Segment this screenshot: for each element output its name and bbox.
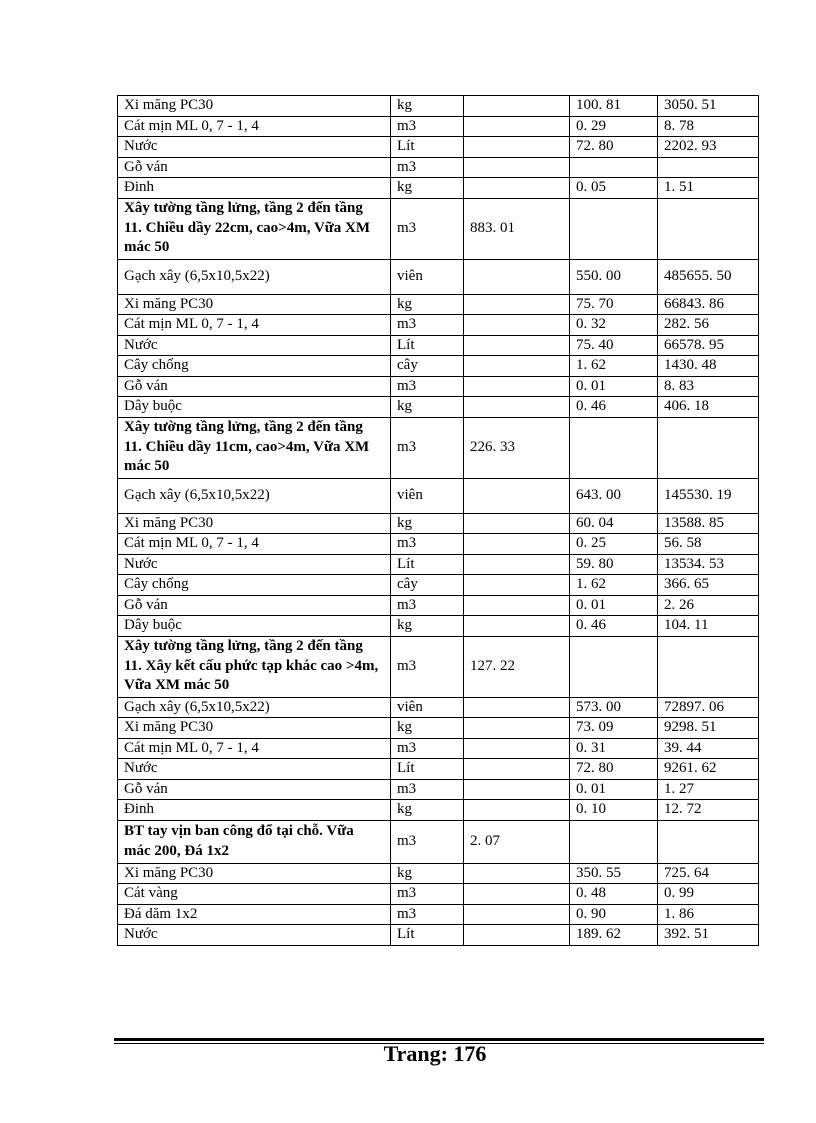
norm-cell: 0. 01 [570, 779, 658, 800]
unit-cell: viên [391, 478, 464, 513]
name-cell: Cát mịn ML 0, 7 - 1, 4 [118, 738, 391, 759]
norm-cell: 643. 00 [570, 478, 658, 513]
norm-cell: 75. 70 [570, 294, 658, 315]
norm-cell: 0. 32 [570, 315, 658, 336]
quantity-cell [464, 884, 570, 905]
quantity-cell [464, 800, 570, 821]
name-cell: Cát mịn ML 0, 7 - 1, 4 [118, 315, 391, 336]
table-row [118, 863, 759, 884]
quantity-cell [464, 96, 570, 117]
table-row [118, 397, 759, 418]
name-cell: Xi măng PC30 [118, 863, 391, 884]
total-cell: 72897. 06 [658, 697, 759, 718]
norm-cell: 100. 81 [570, 96, 658, 117]
name-cell: BT tay vịn ban công đổ tại chỗ. Vữa mác 200, Đá 1x2 [118, 820, 391, 863]
table-row [118, 259, 759, 294]
unit-cell: kg [391, 718, 464, 739]
quantity-cell [464, 595, 570, 616]
name-cell: Xây tường tầng lửng, tầng 2 đến tầng 11. Xây kết cấu phức tạp khác cao >4m, Vữa XM mác 50 [118, 636, 391, 697]
total-cell: 56. 58 [658, 534, 759, 555]
unit-cell: m3 [391, 779, 464, 800]
unit-cell: kg [391, 294, 464, 315]
quantity-cell [464, 738, 570, 759]
name-cell: Nước [118, 137, 391, 158]
total-cell [658, 417, 759, 478]
table-row [118, 636, 759, 697]
norm-cell: 72. 80 [570, 137, 658, 158]
total-cell [658, 198, 759, 259]
table-row [118, 513, 759, 534]
quantity-cell [464, 616, 570, 637]
total-cell [658, 636, 759, 697]
norm-cell [570, 820, 658, 863]
unit-cell: m3 [391, 198, 464, 259]
name-cell: Xây tường tầng lửng, tầng 2 đến tầng 11. Chiều dầy 11cm, cao>4m, Vữa XM mác 50 [118, 417, 391, 478]
total-cell: 13534. 53 [658, 554, 759, 575]
name-cell: Gạch xây (6,5x10,5x22) [118, 478, 391, 513]
unit-cell: viên [391, 697, 464, 718]
total-cell: 3050. 51 [658, 96, 759, 117]
quantity-cell [464, 513, 570, 534]
total-cell: 9298. 51 [658, 718, 759, 739]
table-row [118, 198, 759, 259]
table-row [118, 356, 759, 377]
total-cell: 406. 18 [658, 397, 759, 418]
unit-cell: m3 [391, 417, 464, 478]
quantity-cell: 127. 22 [464, 636, 570, 697]
table-row [118, 697, 759, 718]
table-row [118, 925, 759, 946]
name-cell: Dây buộc [118, 616, 391, 637]
table-row [118, 534, 759, 555]
norm-cell [570, 636, 658, 697]
name-cell: Gỗ ván [118, 779, 391, 800]
table-row [118, 718, 759, 739]
table-row [118, 294, 759, 315]
norm-cell: 0. 01 [570, 376, 658, 397]
materials-table-body [118, 96, 759, 946]
quantity-cell [464, 178, 570, 199]
table-row [118, 779, 759, 800]
quantity-cell [464, 759, 570, 780]
unit-cell: cây [391, 575, 464, 596]
total-cell: 13588. 85 [658, 513, 759, 534]
unit-cell: kg [391, 397, 464, 418]
quantity-cell [464, 554, 570, 575]
unit-cell: m3 [391, 738, 464, 759]
unit-cell: m3 [391, 315, 464, 336]
name-cell: Gạch xây (6,5x10,5x22) [118, 259, 391, 294]
quantity-cell [464, 904, 570, 925]
name-cell: Cát mịn ML 0, 7 - 1, 4 [118, 116, 391, 137]
quantity-cell: 2. 07 [464, 820, 570, 863]
total-cell: 725. 64 [658, 863, 759, 884]
quantity-cell [464, 779, 570, 800]
total-cell: 282. 56 [658, 315, 759, 336]
unit-cell: m3 [391, 376, 464, 397]
total-cell: 1. 27 [658, 779, 759, 800]
total-cell: 2. 26 [658, 595, 759, 616]
norm-cell: 1. 62 [570, 575, 658, 596]
total-cell: 392. 51 [658, 925, 759, 946]
quantity-cell [464, 335, 570, 356]
total-cell: 39. 44 [658, 738, 759, 759]
name-cell: Gỗ ván [118, 376, 391, 397]
quantity-cell [464, 137, 570, 158]
norm-cell: 189. 62 [570, 925, 658, 946]
total-cell: 145530. 19 [658, 478, 759, 513]
total-cell: 1. 86 [658, 904, 759, 925]
materials-table [117, 95, 759, 946]
name-cell: Đinh [118, 178, 391, 199]
norm-cell: 1. 62 [570, 356, 658, 377]
table-row [118, 116, 759, 137]
table-row [118, 616, 759, 637]
total-cell: 104. 11 [658, 616, 759, 637]
quantity-cell [464, 697, 570, 718]
unit-cell: m3 [391, 884, 464, 905]
norm-cell: 0. 31 [570, 738, 658, 759]
name-cell: Nước [118, 759, 391, 780]
table-row [118, 738, 759, 759]
total-cell: 0. 99 [658, 884, 759, 905]
name-cell: Cây chống [118, 356, 391, 377]
norm-cell: 72. 80 [570, 759, 658, 780]
quantity-cell [464, 157, 570, 178]
norm-cell: 0. 29 [570, 116, 658, 137]
unit-cell: kg [391, 616, 464, 637]
name-cell: Cát mịn ML 0, 7 - 1, 4 [118, 534, 391, 555]
quantity-cell: 883. 01 [464, 198, 570, 259]
name-cell: Xi măng PC30 [118, 513, 391, 534]
norm-cell: 0. 46 [570, 397, 658, 418]
unit-cell: kg [391, 96, 464, 117]
unit-cell: cây [391, 356, 464, 377]
page-number: Trang: 176 [383, 1041, 487, 1066]
unit-cell: Lít [391, 137, 464, 158]
table-row [118, 417, 759, 478]
quantity-cell [464, 116, 570, 137]
norm-cell: 550. 00 [570, 259, 658, 294]
table-row [118, 178, 759, 199]
quantity-cell [464, 718, 570, 739]
unit-cell: m3 [391, 595, 464, 616]
name-cell: Nước [118, 335, 391, 356]
name-cell: Dây buộc [118, 397, 391, 418]
norm-cell: 59. 80 [570, 554, 658, 575]
name-cell: Gỗ ván [118, 595, 391, 616]
name-cell: Xi măng PC30 [118, 96, 391, 117]
quantity-cell [464, 315, 570, 336]
table-row [118, 137, 759, 158]
quantity-cell [464, 478, 570, 513]
unit-cell: m3 [391, 157, 464, 178]
table-row [118, 800, 759, 821]
total-cell: 9261. 62 [658, 759, 759, 780]
table-row [118, 157, 759, 178]
name-cell: Nước [118, 925, 391, 946]
name-cell: Xây tường tầng lửng, tầng 2 đến tầng 11. Chiều dầy 22cm, cao>4m, Vữa XM mác 50 [118, 198, 391, 259]
quantity-cell [464, 356, 570, 377]
unit-cell: m3 [391, 820, 464, 863]
quantity-cell [464, 863, 570, 884]
norm-cell: 0. 48 [570, 884, 658, 905]
unit-cell: kg [391, 863, 464, 884]
table-row [118, 759, 759, 780]
total-cell: 2202. 93 [658, 137, 759, 158]
table-row [118, 595, 759, 616]
total-cell: 1. 51 [658, 178, 759, 199]
total-cell: 12. 72 [658, 800, 759, 821]
norm-cell: 0. 10 [570, 800, 658, 821]
quantity-cell [464, 397, 570, 418]
table-row [118, 315, 759, 336]
unit-cell: Lít [391, 759, 464, 780]
total-cell: 8. 83 [658, 376, 759, 397]
norm-cell [570, 417, 658, 478]
unit-cell: m3 [391, 904, 464, 925]
name-cell: Xi măng PC30 [118, 294, 391, 315]
norm-cell: 0. 01 [570, 595, 658, 616]
norm-cell: 60. 04 [570, 513, 658, 534]
total-cell: 66843. 86 [658, 294, 759, 315]
unit-cell: m3 [391, 636, 464, 697]
quantity-cell [464, 925, 570, 946]
unit-cell: Lít [391, 925, 464, 946]
unit-cell: viên [391, 259, 464, 294]
name-cell: Nước [118, 554, 391, 575]
unit-cell: Lít [391, 335, 464, 356]
table-row [118, 904, 759, 925]
total-cell: 1430. 48 [658, 356, 759, 377]
name-cell: Gạch xây (6,5x10,5x22) [118, 697, 391, 718]
unit-cell: Lít [391, 554, 464, 575]
unit-cell: kg [391, 178, 464, 199]
table-row [118, 554, 759, 575]
unit-cell: m3 [391, 116, 464, 137]
table-row [118, 478, 759, 513]
unit-cell: kg [391, 513, 464, 534]
table-row [118, 820, 759, 863]
name-cell: Cây chống [118, 575, 391, 596]
table-row [118, 884, 759, 905]
name-cell: Đinh [118, 800, 391, 821]
norm-cell: 0. 05 [570, 178, 658, 199]
norm-cell: 75. 40 [570, 335, 658, 356]
table-row [118, 335, 759, 356]
norm-cell: 0. 90 [570, 904, 658, 925]
total-cell [658, 157, 759, 178]
total-cell: 66578. 95 [658, 335, 759, 356]
total-cell [658, 820, 759, 863]
quantity-cell: 226. 33 [464, 417, 570, 478]
name-cell: Đá dăm 1x2 [118, 904, 391, 925]
unit-cell: m3 [391, 534, 464, 555]
quantity-cell [464, 575, 570, 596]
table-row [118, 96, 759, 117]
norm-cell [570, 157, 658, 178]
table-row [118, 575, 759, 596]
quantity-cell [464, 294, 570, 315]
total-cell: 366. 65 [658, 575, 759, 596]
quantity-cell [464, 534, 570, 555]
norm-cell: 0. 25 [570, 534, 658, 555]
name-cell: Cát vàng [118, 884, 391, 905]
quantity-cell [464, 376, 570, 397]
norm-cell [570, 198, 658, 259]
norm-cell: 0. 46 [570, 616, 658, 637]
total-cell: 485655. 50 [658, 259, 759, 294]
norm-cell: 73. 09 [570, 718, 658, 739]
quantity-cell [464, 259, 570, 294]
unit-cell: kg [391, 800, 464, 821]
table-row [118, 376, 759, 397]
name-cell: Xi măng PC30 [118, 718, 391, 739]
total-cell: 8. 78 [658, 116, 759, 137]
name-cell: Gỗ ván [118, 157, 391, 178]
norm-cell: 350. 55 [570, 863, 658, 884]
norm-cell: 573. 00 [570, 697, 658, 718]
